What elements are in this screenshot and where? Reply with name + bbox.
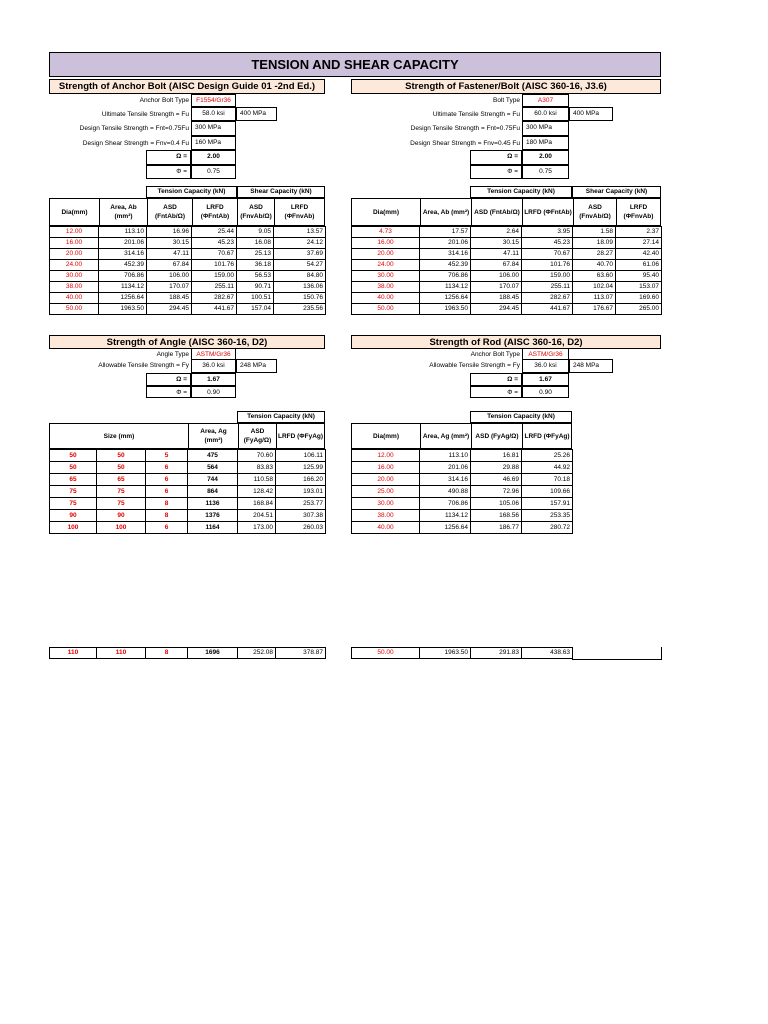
table-row bbox=[50, 293, 326, 304]
table-cell[interactable]: 40.00 bbox=[50, 293, 99, 304]
fastener-header: Strength of Fastener/Bolt (AISC 360-16, J3.6) bbox=[351, 79, 661, 94]
table-cell[interactable]: 4.73 bbox=[352, 227, 420, 238]
table-cell[interactable]: 24.00 bbox=[50, 260, 99, 271]
table-cell[interactable]: 18.09 bbox=[573, 238, 616, 249]
table-cell[interactable]: 150.76 bbox=[274, 293, 326, 304]
table-cell[interactable]: 38.00 bbox=[50, 282, 99, 293]
table-row bbox=[352, 486, 573, 498]
table-cell[interactable]: 50.00 bbox=[352, 304, 420, 315]
table-cell[interactable]: 452.39 bbox=[420, 260, 471, 271]
table-cell[interactable]: 169.60 bbox=[616, 293, 662, 304]
table-cell[interactable]: 265.00 bbox=[616, 304, 662, 315]
table-cell[interactable]: 1.58 bbox=[573, 227, 616, 238]
fastener-omega-label: Ω = bbox=[470, 150, 522, 165]
table-cell[interactable]: 255.11 bbox=[522, 282, 573, 293]
table-row bbox=[352, 282, 662, 293]
table-cell[interactable]: 113.10 bbox=[99, 227, 147, 238]
rod-phi-label: Φ = bbox=[470, 386, 522, 398]
table-cell[interactable]: 54.27 bbox=[274, 260, 326, 271]
table-cell[interactable]: 188.45 bbox=[471, 293, 522, 304]
anchor-fnv-label: Design Shear Strength = Fnv=0.4 Fu bbox=[82, 140, 189, 147]
table-cell[interactable]: 16.96 bbox=[147, 227, 192, 238]
table-cell[interactable]: 100 bbox=[50, 522, 97, 534]
table-row bbox=[352, 648, 573, 659]
col-dia: Dia(mm) bbox=[372, 208, 399, 216]
table-cell[interactable]: 1256.64 bbox=[420, 522, 471, 534]
table-cell[interactable]: 84.80 bbox=[274, 271, 326, 282]
fastener-fnt-value: 300 MPa bbox=[522, 121, 569, 136]
rod-fy-label: Allowable Tensile Strength = Fy bbox=[429, 362, 520, 369]
anchor-fu-label: Ultimate Tensile Strength = Fu bbox=[101, 111, 189, 118]
anchor-fu-mpa: 400 MPa bbox=[236, 107, 277, 121]
fastener-table bbox=[351, 226, 662, 315]
table-cell[interactable]: 30.00 bbox=[352, 498, 420, 510]
table-cell[interactable]: 125.99 bbox=[276, 462, 326, 474]
table-cell[interactable]: 6 bbox=[146, 522, 188, 534]
table-cell[interactable]: 16.00 bbox=[50, 238, 99, 249]
table-row bbox=[50, 304, 326, 315]
table-cell[interactable]: 441.67 bbox=[522, 304, 573, 315]
table-cell[interactable]: 42.40 bbox=[616, 249, 662, 260]
table-cell[interactable]: 201.06 bbox=[99, 238, 147, 249]
table-cell[interactable]: 16.81 bbox=[471, 450, 522, 462]
table-cell[interactable]: 864 bbox=[188, 486, 238, 498]
table-cell[interactable]: 159.00 bbox=[192, 271, 237, 282]
table-cell[interactable]: 25.00 bbox=[352, 486, 420, 498]
fastener-fu-label: Ultimate Tensile Strength = Fu bbox=[432, 111, 520, 118]
table-cell[interactable]: 314.16 bbox=[99, 249, 147, 260]
col-size: Size (mm) bbox=[103, 432, 135, 440]
table-cell[interactable]: 1134.12 bbox=[99, 282, 147, 293]
table-cell[interactable]: 255.11 bbox=[192, 282, 237, 293]
fastener-fnt-label: Design Tensile Strength = Fnt=0.75Fu bbox=[410, 125, 520, 132]
table-cell[interactable]: 63.60 bbox=[573, 271, 616, 282]
table-cell[interactable]: 8 bbox=[146, 498, 188, 510]
col-dia: Dia(mm) bbox=[372, 432, 399, 440]
table-cell[interactable]: 1256.64 bbox=[420, 293, 471, 304]
table-cell[interactable]: 706.86 bbox=[99, 271, 147, 282]
table-cell[interactable]: 45.23 bbox=[522, 238, 573, 249]
table-cell[interactable]: 113.10 bbox=[420, 450, 471, 462]
table-cell[interactable]: 40.00 bbox=[352, 522, 420, 534]
table-cell[interactable]: 1696 bbox=[188, 648, 238, 659]
fastener-fnv-label: Design Shear Strength = Fnv=0.45 Fu bbox=[410, 140, 520, 147]
table-cell[interactable]: 291.83 bbox=[471, 648, 522, 659]
angle-table bbox=[49, 449, 326, 534]
table-cell[interactable]: 294.45 bbox=[471, 304, 522, 315]
fastener-omega-value[interactable]: 2.00 bbox=[522, 150, 569, 165]
table-row bbox=[50, 510, 326, 522]
table-cell[interactable]: 280.72 bbox=[522, 522, 573, 534]
anchor-fnv-value: 160 MPa bbox=[191, 136, 236, 150]
fastener-colheaders bbox=[351, 198, 661, 226]
table-row bbox=[352, 498, 573, 510]
col-asd: ASD (FyAg/Ω) bbox=[238, 424, 276, 448]
fastener-fu-mpa: 400 MPa bbox=[569, 107, 613, 121]
table-cell[interactable]: 50 bbox=[97, 462, 146, 474]
anchor-omega-value[interactable]: 2.00 bbox=[191, 150, 236, 165]
table-cell[interactable]: 47.11 bbox=[471, 249, 522, 260]
table-cell[interactable]: 70.18 bbox=[522, 474, 573, 486]
table-row bbox=[50, 498, 326, 510]
table-cell[interactable]: 9.05 bbox=[237, 227, 274, 238]
col-lrfd-shear: LRFD (ΦFnvAb) bbox=[274, 199, 324, 225]
table-cell[interactable]: 16.00 bbox=[352, 238, 420, 249]
rod-header: Strength of Rod (AISC 360-16, D2) bbox=[351, 335, 661, 349]
table-row bbox=[352, 304, 662, 315]
table-cell[interactable]: 706.86 bbox=[420, 271, 471, 282]
angle-omega-label: Ω = bbox=[146, 373, 191, 386]
anchor-fnt-value: 300 MPa bbox=[191, 121, 236, 136]
table-cell[interactable]: 252.08 bbox=[238, 648, 276, 659]
rod-fy-mpa: 248 MPa bbox=[569, 359, 613, 373]
table-row bbox=[50, 249, 326, 260]
col-area: Area, Ab (mm²) bbox=[420, 199, 471, 225]
table-cell[interactable]: 166.20 bbox=[276, 474, 326, 486]
rod-phi-value[interactable]: 0.90 bbox=[522, 386, 569, 398]
fastener-bolt-type-label: Bolt Type bbox=[493, 97, 520, 104]
table-row bbox=[352, 271, 662, 282]
rod-last-table bbox=[351, 647, 573, 659]
table-cell[interactable]: 201.06 bbox=[420, 238, 471, 249]
table-cell[interactable]: 28.27 bbox=[573, 249, 616, 260]
table-cell[interactable]: 75 bbox=[50, 486, 97, 498]
rod-tension-header: Tension Capacity (kN) bbox=[470, 411, 572, 423]
rod-omega-value[interactable]: 1.67 bbox=[522, 373, 569, 386]
table-cell[interactable]: 29.88 bbox=[471, 462, 522, 474]
table-cell[interactable]: 282.67 bbox=[192, 293, 237, 304]
table-cell[interactable]: 20.00 bbox=[352, 249, 420, 260]
table-cell[interactable]: 1134.12 bbox=[420, 282, 471, 293]
table-cell[interactable]: 136.06 bbox=[274, 282, 326, 293]
table-row bbox=[352, 260, 662, 271]
table-cell[interactable]: 170.07 bbox=[471, 282, 522, 293]
table-cell[interactable]: 1376 bbox=[188, 510, 238, 522]
col-lrfd-tension: LRFD (ΦFntAb) bbox=[192, 199, 237, 225]
table-cell[interactable]: 307.38 bbox=[276, 510, 326, 522]
table-cell[interactable]: 30.00 bbox=[50, 271, 99, 282]
table-cell[interactable]: 70.67 bbox=[522, 249, 573, 260]
table-cell[interactable]: 20.00 bbox=[50, 249, 99, 260]
table-cell[interactable]: 75 bbox=[97, 486, 146, 498]
col-lrfd-shear: LRFD (ΦFnvAb) bbox=[616, 199, 660, 225]
table-cell[interactable]: 6 bbox=[146, 474, 188, 486]
table-cell[interactable]: 27.14 bbox=[616, 238, 662, 249]
col-area: Area, Ab (mm²) bbox=[99, 199, 147, 225]
table-cell[interactable]: 490.88 bbox=[420, 486, 471, 498]
table-cell[interactable]: 128.42 bbox=[238, 486, 276, 498]
table-cell[interactable]: 75 bbox=[50, 498, 97, 510]
table-row bbox=[50, 282, 326, 293]
table-row bbox=[352, 522, 573, 534]
col-dia: Dia(mm) bbox=[61, 208, 88, 216]
table-cell[interactable]: 1963.50 bbox=[420, 648, 471, 659]
table-cell[interactable]: 1136 bbox=[188, 498, 238, 510]
col-lrfd: LRFD (ΦFyAg) bbox=[522, 424, 571, 448]
angle-phi-value[interactable]: 0.90 bbox=[191, 386, 236, 398]
table-cell[interactable]: 65 bbox=[97, 474, 146, 486]
table-cell[interactable]: 170.07 bbox=[147, 282, 192, 293]
table-cell[interactable]: 1164 bbox=[188, 522, 238, 534]
table-cell[interactable]: 2.64 bbox=[471, 227, 522, 238]
rod-type-label: Anchor Bolt Type bbox=[470, 351, 520, 358]
angle-fy-ksi[interactable]: 36.0 ksi bbox=[191, 359, 236, 373]
anchor-phi-value[interactable]: 0.75 bbox=[191, 165, 236, 179]
table-cell[interactable]: 8 bbox=[146, 648, 188, 659]
anchor-shear-header: Shear Capacity (kN) bbox=[237, 186, 325, 198]
rod-last-ext-bottom bbox=[572, 659, 662, 660]
table-cell[interactable]: 25.13 bbox=[237, 249, 274, 260]
col-area: Area, Ag (mm²) bbox=[188, 424, 238, 448]
table-cell[interactable]: 20.00 bbox=[352, 474, 420, 486]
table-cell[interactable]: 105.06 bbox=[471, 498, 522, 510]
anchor-fu-ksi[interactable]: 58.0 ksi bbox=[191, 107, 236, 121]
rod-table bbox=[351, 449, 573, 534]
col-asd-shear: ASD (FnvAb/Ω) bbox=[573, 199, 616, 225]
fastener-tension-header: Tension Capacity (kN) bbox=[470, 186, 572, 198]
table-cell[interactable]: 67.84 bbox=[147, 260, 192, 271]
rod-fy-ksi[interactable]: 36.0 ksi bbox=[522, 359, 569, 373]
col-lrfd: LRFD (ΦFyAg) bbox=[276, 424, 324, 448]
angle-fy-label: Allowable Tensile Strength = Fy bbox=[98, 362, 189, 369]
anchor-bolt-type-label: Anchor Bolt Type bbox=[139, 97, 189, 104]
table-cell[interactable]: 8 bbox=[146, 510, 188, 522]
table-cell[interactable]: 314.16 bbox=[420, 474, 471, 486]
table-cell[interactable]: 25.26 bbox=[522, 450, 573, 462]
table-row bbox=[50, 462, 326, 474]
table-cell[interactable]: 45.23 bbox=[192, 238, 237, 249]
anchor-phi-label: Φ = bbox=[146, 165, 191, 179]
rod-last-ext-right bbox=[661, 647, 662, 660]
table-cell[interactable]: 13.57 bbox=[274, 227, 326, 238]
table-cell[interactable]: 90.71 bbox=[237, 282, 274, 293]
angle-colheaders bbox=[49, 423, 325, 449]
table-cell[interactable]: 40.00 bbox=[352, 293, 420, 304]
table-row bbox=[352, 474, 573, 486]
table-cell[interactable]: 159.00 bbox=[522, 271, 573, 282]
angle-last-table bbox=[49, 647, 326, 659]
table-cell[interactable]: 5 bbox=[146, 450, 188, 462]
table-row bbox=[352, 510, 573, 522]
table-row bbox=[50, 450, 326, 462]
table-row bbox=[352, 227, 662, 238]
anchor-omega-label: Ω = bbox=[146, 150, 191, 165]
table-cell[interactable]: 36.18 bbox=[237, 260, 274, 271]
table-cell[interactable]: 294.45 bbox=[147, 304, 192, 315]
table-cell[interactable]: 193.01 bbox=[276, 486, 326, 498]
table-cell[interactable]: 253.77 bbox=[276, 498, 326, 510]
table-cell[interactable]: 157.91 bbox=[522, 498, 573, 510]
table-cell[interactable]: 30.15 bbox=[147, 238, 192, 249]
anchor-bolt-header: Strength of Anchor Bolt (AISC Design Guide 01 -2nd Ed.) bbox=[49, 79, 325, 94]
table-cell[interactable]: 168.56 bbox=[471, 510, 522, 522]
col-area: Area, Ag (mm²) bbox=[420, 424, 471, 448]
table-cell[interactable]: 30.00 bbox=[352, 271, 420, 282]
table-cell[interactable]: 110 bbox=[97, 648, 146, 659]
table-cell[interactable]: 109.66 bbox=[522, 486, 573, 498]
fastener-bolt-type-value[interactable]: A307 bbox=[522, 94, 569, 107]
table-cell[interactable]: 235.56 bbox=[274, 304, 326, 315]
table-cell[interactable]: 24.00 bbox=[352, 260, 420, 271]
table-cell[interactable]: 113.07 bbox=[573, 293, 616, 304]
col-asd-tension: ASD (FntAb/Ω) bbox=[471, 199, 522, 225]
table-row bbox=[50, 271, 326, 282]
table-cell[interactable]: 1963.50 bbox=[420, 304, 471, 315]
table-cell[interactable]: 3.95 bbox=[522, 227, 573, 238]
table-row bbox=[50, 238, 326, 249]
table-cell[interactable]: 50.00 bbox=[50, 304, 99, 315]
table-cell[interactable]: 65 bbox=[50, 474, 97, 486]
table-cell[interactable]: 38.00 bbox=[352, 282, 420, 293]
table-cell[interactable]: 16.08 bbox=[237, 238, 274, 249]
table-cell[interactable]: 95.40 bbox=[616, 271, 662, 282]
table-cell[interactable]: 12.00 bbox=[352, 450, 420, 462]
table-row bbox=[50, 522, 326, 534]
table-row bbox=[352, 462, 573, 474]
table-cell[interactable]: 67.84 bbox=[471, 260, 522, 271]
table-cell[interactable]: 1256.64 bbox=[99, 293, 147, 304]
angle-phi-label: Φ = bbox=[146, 386, 191, 398]
table-cell[interactable]: 201.06 bbox=[420, 462, 471, 474]
anchor-tension-header: Tension Capacity (kN) bbox=[146, 186, 237, 198]
table-cell[interactable]: 16.00 bbox=[352, 462, 420, 474]
table-cell[interactable]: 153.07 bbox=[616, 282, 662, 293]
table-cell[interactable]: 706.86 bbox=[420, 498, 471, 510]
table-cell[interactable]: 50 bbox=[97, 450, 146, 462]
table-cell[interactable]: 101.76 bbox=[192, 260, 237, 271]
table-cell[interactable]: 441.67 bbox=[192, 304, 237, 315]
table-cell[interactable]: 378.87 bbox=[276, 648, 326, 659]
anchor-colheaders bbox=[49, 198, 325, 226]
table-cell[interactable]: 50 bbox=[50, 462, 97, 474]
col-lrfd-tension: LRFD (ΦFntAb) bbox=[522, 199, 573, 225]
table-cell[interactable]: 438.63 bbox=[522, 648, 573, 659]
table-row bbox=[50, 486, 326, 498]
table-cell[interactable]: 12.00 bbox=[50, 227, 99, 238]
table-cell[interactable]: 102.04 bbox=[573, 282, 616, 293]
table-cell[interactable]: 44.92 bbox=[522, 462, 573, 474]
table-cell[interactable]: 46.69 bbox=[471, 474, 522, 486]
angle-omega-value[interactable]: 1.67 bbox=[191, 373, 236, 386]
table-cell[interactable]: 253.35 bbox=[522, 510, 573, 522]
table-cell[interactable]: 168.84 bbox=[238, 498, 276, 510]
table-cell[interactable]: 101.76 bbox=[522, 260, 573, 271]
table-cell[interactable]: 24.12 bbox=[274, 238, 326, 249]
table-cell[interactable]: 2.37 bbox=[616, 227, 662, 238]
table-cell[interactable]: 110 bbox=[50, 648, 97, 659]
page-title: TENSION AND SHEAR CAPACITY bbox=[49, 52, 661, 77]
angle-type-label: Angle Type bbox=[156, 351, 189, 358]
table-cell[interactable]: 173.00 bbox=[238, 522, 276, 534]
table-cell[interactable]: 17.57 bbox=[420, 227, 471, 238]
table-cell[interactable]: 260.03 bbox=[276, 522, 326, 534]
table-cell[interactable]: 106.11 bbox=[276, 450, 326, 462]
rod-colheaders bbox=[351, 423, 572, 449]
table-cell[interactable]: 90 bbox=[50, 510, 97, 522]
table-cell[interactable]: 56.53 bbox=[237, 271, 274, 282]
table-cell[interactable]: 38.00 bbox=[352, 510, 420, 522]
col-asd: ASD (FyAg/Ω) bbox=[471, 424, 522, 448]
table-cell[interactable]: 30.15 bbox=[471, 238, 522, 249]
table-row bbox=[352, 293, 662, 304]
table-cell[interactable]: 40.70 bbox=[573, 260, 616, 271]
table-row bbox=[352, 238, 662, 249]
table-cell[interactable]: 6 bbox=[146, 486, 188, 498]
table-cell[interactable]: 157.04 bbox=[237, 304, 274, 315]
table-row bbox=[352, 450, 573, 462]
table-cell[interactable]: 204.51 bbox=[238, 510, 276, 522]
col-asd-tension: ASD (FntAb/Ω) bbox=[147, 199, 192, 225]
table-cell[interactable]: 50 bbox=[50, 450, 97, 462]
table-cell[interactable]: 25.44 bbox=[192, 227, 237, 238]
fastener-fu-ksi[interactable]: 60.0 ksi bbox=[522, 107, 569, 121]
col-asd-shear: ASD (FnvAb/Ω) bbox=[237, 199, 274, 225]
table-cell[interactable]: 70.67 bbox=[192, 249, 237, 260]
fastener-fnv-value: 180 MPa bbox=[522, 136, 569, 150]
anchor-fnt-label: Design Tensile Strength = Fnt=0.75Fu bbox=[79, 125, 189, 132]
table-cell[interactable]: 100.51 bbox=[237, 293, 274, 304]
fastener-phi-label: Φ = bbox=[470, 165, 522, 179]
table-cell[interactable]: 106.00 bbox=[471, 271, 522, 282]
table-row bbox=[50, 227, 326, 238]
table-cell[interactable]: 106.00 bbox=[147, 271, 192, 282]
table-cell[interactable]: 176.67 bbox=[573, 304, 616, 315]
table-cell[interactable]: 314.16 bbox=[420, 249, 471, 260]
angle-header: Strength of Angle (AISC 360-16, D2) bbox=[49, 335, 325, 349]
rod-omega-label: Ω = bbox=[470, 373, 522, 386]
table-cell[interactable]: 1134.12 bbox=[420, 510, 471, 522]
table-cell[interactable]: 6 bbox=[146, 462, 188, 474]
table-cell[interactable]: 475 bbox=[188, 450, 238, 462]
table-cell[interactable]: 70.60 bbox=[238, 450, 276, 462]
angle-tension-header: Tension Capacity (kN) bbox=[237, 411, 325, 423]
table-cell[interactable]: 110.58 bbox=[238, 474, 276, 486]
table-cell[interactable]: 1963.50 bbox=[99, 304, 147, 315]
table-cell[interactable]: 452.39 bbox=[99, 260, 147, 271]
table-cell[interactable]: 564 bbox=[188, 462, 238, 474]
table-cell[interactable]: 37.69 bbox=[274, 249, 326, 260]
anchor-bolt-type-value[interactable]: F1554/Gr36 bbox=[191, 94, 236, 107]
table-cell[interactable]: 90 bbox=[97, 510, 146, 522]
table-cell[interactable]: 100 bbox=[97, 522, 146, 534]
table-cell[interactable]: 83.83 bbox=[238, 462, 276, 474]
table-row bbox=[50, 648, 326, 659]
table-cell[interactable]: 186.77 bbox=[471, 522, 522, 534]
table-cell[interactable]: 188.45 bbox=[147, 293, 192, 304]
table-cell[interactable]: 50.00 bbox=[352, 648, 420, 659]
table-row bbox=[50, 474, 326, 486]
table-cell[interactable]: 744 bbox=[188, 474, 238, 486]
table-cell[interactable]: 47.11 bbox=[147, 249, 192, 260]
fastener-phi-value[interactable]: 0.75 bbox=[522, 165, 569, 179]
anchor-table bbox=[49, 226, 326, 315]
angle-fy-mpa: 248 MPa bbox=[236, 359, 277, 373]
fastener-shear-header: Shear Capacity (kN) bbox=[572, 186, 661, 198]
table-row bbox=[50, 260, 326, 271]
table-cell[interactable]: 282.67 bbox=[522, 293, 573, 304]
table-cell[interactable]: 61.06 bbox=[616, 260, 662, 271]
rod-type-value[interactable]: ASTM/Gr36 bbox=[522, 348, 569, 360]
table-row bbox=[352, 249, 662, 260]
angle-type-value[interactable]: ASTM/Gr36 bbox=[191, 348, 236, 360]
table-cell[interactable]: 75 bbox=[97, 498, 146, 510]
table-cell[interactable]: 72.96 bbox=[471, 486, 522, 498]
